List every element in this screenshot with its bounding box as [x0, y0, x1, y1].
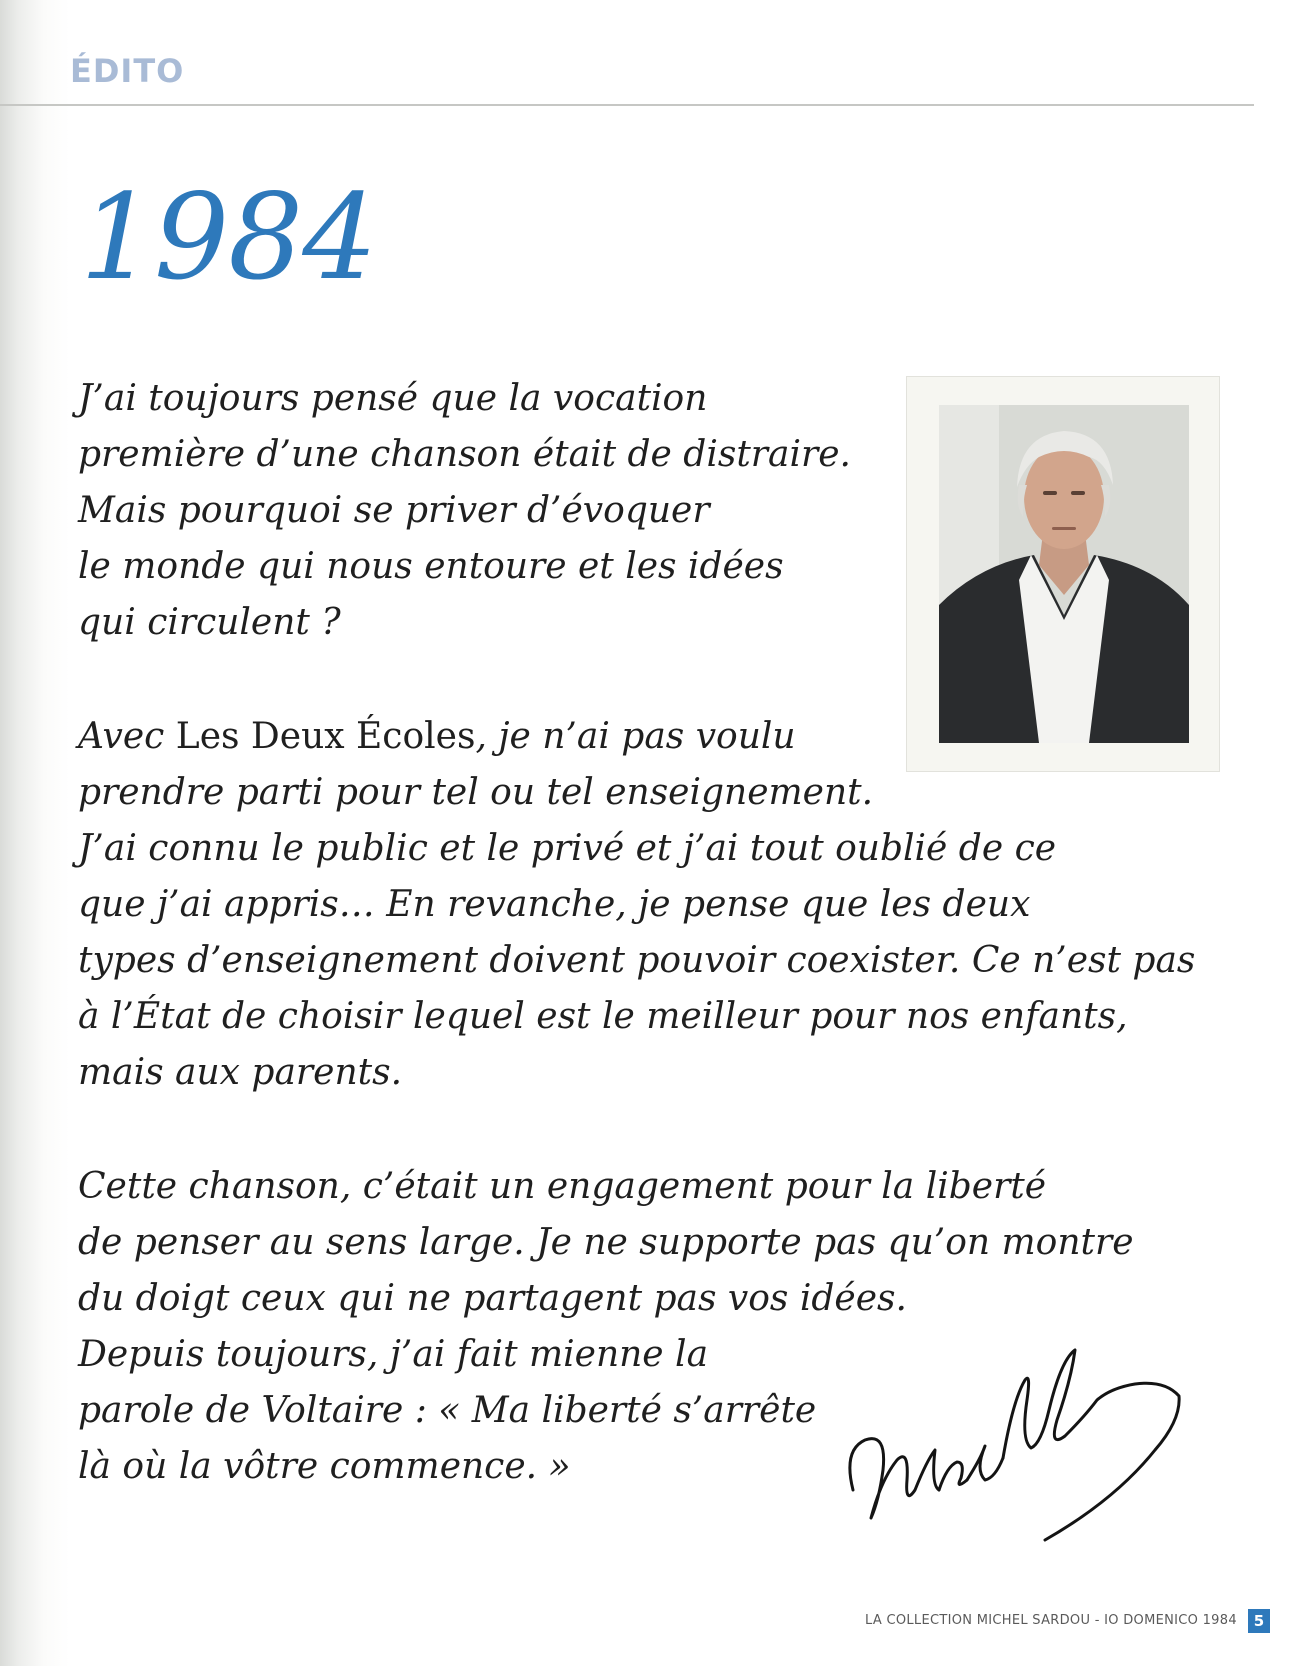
song-title: Les Deux Écoles — [175, 716, 476, 757]
footer-collection: LA COLLECTION MICHEL SARDOU - IO DOMENICO 1984 — [865, 1613, 1237, 1628]
paragraph-line: première d’une chanson était de distraire. — [78, 434, 851, 475]
paragraph-line — [78, 709, 1228, 765]
paragraph-line: mais aux parents. — [78, 1052, 403, 1093]
header-divider — [0, 104, 1254, 106]
paragraph-line: prendre parti pour tel ou tel enseignement. — [78, 772, 874, 813]
paragraph-line: du doigt ceux qui ne partagent pas vos idées. — [78, 1278, 907, 1319]
signature-graphic — [835, 1340, 1215, 1550]
paragraph-line: parole de Voltaire : « Ma liberté s’arrête — [78, 1390, 817, 1431]
paragraph-line: Depuis toujours, j’ai fait mienne la — [78, 1334, 709, 1375]
paragraph-line: J’ai connu le public et le privé et j’ai tout oublié de ce — [78, 828, 1057, 869]
paragraph-line: le monde qui nous entoure et les idées — [78, 546, 784, 587]
paragraph-line: types d’enseignement doivent pouvoir coexister. Ce n’est pas — [78, 940, 1196, 981]
paragraph-line: là où la vôtre commence. » — [78, 1446, 571, 1487]
paragraph-line: à l’État de choisir lequel est le meilleur pour nos enfants, — [78, 996, 1128, 1037]
paragraph-line: Cette chanson, c’était un engagement pour la liberté — [78, 1166, 1047, 1207]
paragraph-line: de penser au sens large. Je ne supporte pas qu’on montre — [78, 1222, 1134, 1263]
paragraph-1 — [78, 371, 1228, 651]
paragraph-line: qui circulent ? — [78, 602, 341, 643]
page-number-badge: 5 — [1248, 1609, 1270, 1633]
section-label: ÉDITO — [70, 52, 185, 90]
paragraph-line: que j’ai appris… En revanche, je pense que les deux — [78, 884, 1031, 925]
paragraph-line: J’ai toujours pensé que la vocation — [78, 378, 708, 419]
line-suffix: , je n’ai pas voulu — [475, 716, 796, 757]
paragraph-line: Mais pourquoi se priver d’évoquer — [78, 490, 710, 531]
page-title-year: 1984 — [80, 168, 377, 306]
line-prefix: Avec — [78, 716, 176, 757]
paragraph-2 — [78, 709, 1228, 1101]
signature — [835, 1340, 1215, 1550]
